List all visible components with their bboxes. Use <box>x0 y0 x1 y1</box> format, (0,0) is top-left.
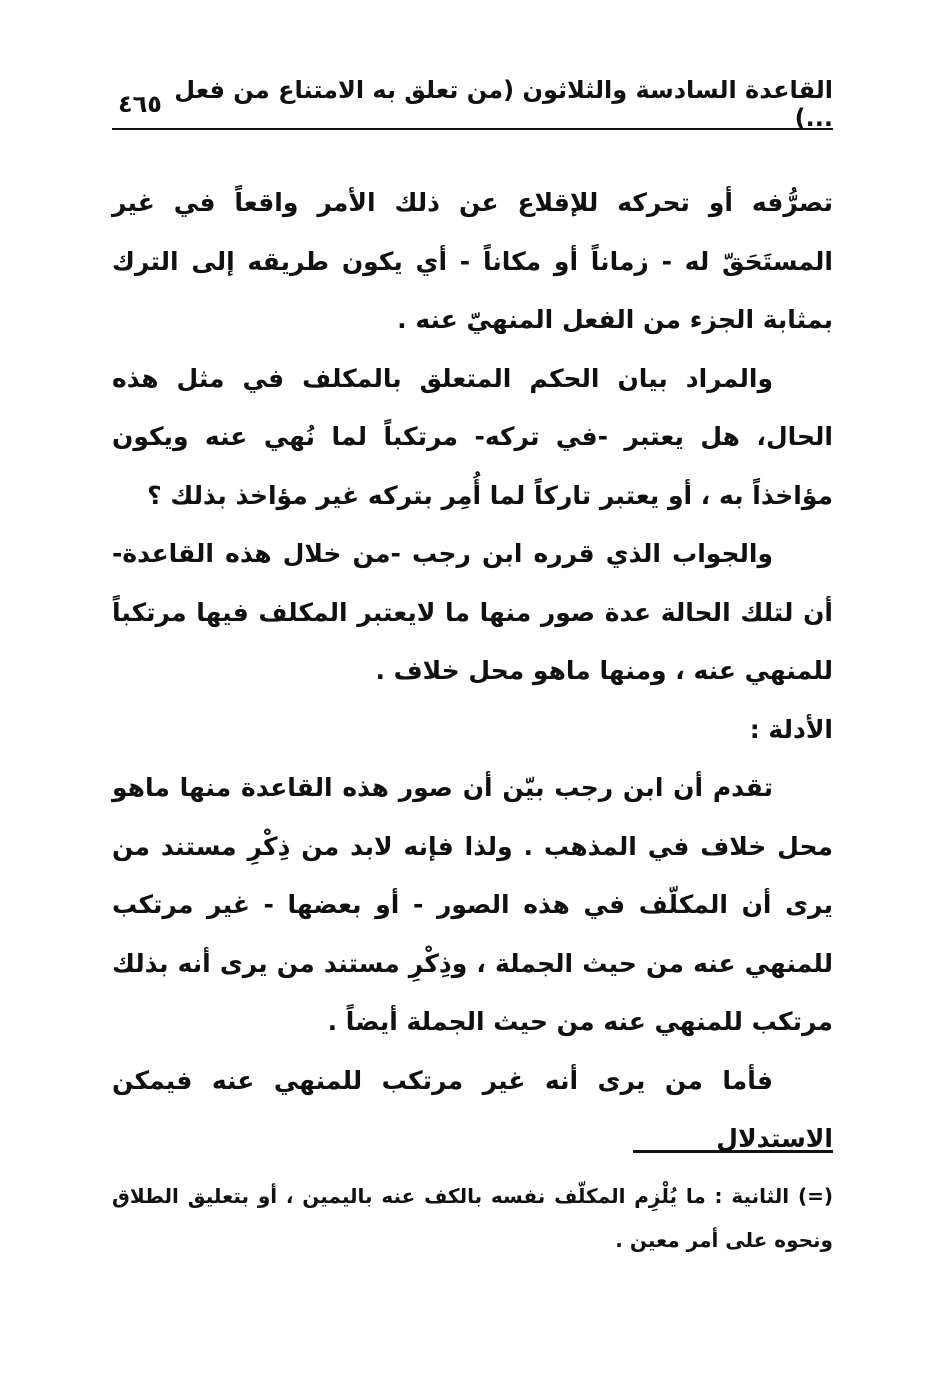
paragraph: والجواب الذي قرره ابن رجب -من خلال هذه القاعدة- أن لتلك الحالة عدة صور منها ما لايعتبر المكلف فيها مرتكباً للمنهي عنه ، ومنها ماهو محل خلاف . <box>112 539 833 685</box>
page-number: ٤٦٥ <box>118 90 162 118</box>
running-header-title: القاعدة السادسة والثلاثون (من تعلق به الامتناع من فعل ...) <box>174 76 833 132</box>
footnote-text: (=) الثانية : ما يُلْزِم المكلّف نفسه بالكف عنه باليمين ، أو بتعليق الطلاق ونحوه على أمر معين . <box>112 1184 833 1252</box>
footnote <box>112 1174 833 1262</box>
header-rule <box>112 128 833 130</box>
running-header <box>118 76 833 132</box>
paragraph: تصرُّفه أو تحركه للإقلاع عن ذلك الأمر واقعاً في غير المستَحَقّ له - زماناً أو مكاناً - أي يكون طريقه إلى الترك بمثابة الجزء من الفعل المنهيّ عنه . <box>112 188 833 334</box>
footnote-rule <box>633 1150 833 1153</box>
paragraph: تقدم أن ابن رجب بيّن أن صور هذه القاعدة منها ماهو محل خلاف في المذهب . ولذا فإنه لابد من ذِكْرِ مستند من يرى أن المكلّف في هذه الصور - أو بعضها - غير مرتكب للمنهي عنه من حيث الجملة ، وذِكْرِ مستند من يرى أنه بذلك مرتكب للمنهي عنه من حيث الجملة أيضاً . <box>112 773 833 1036</box>
section-heading: الأدلة : <box>749 714 833 744</box>
paragraph: والمراد بيان الحكم المتعلق بالمكلف في مثل هذه الحال، هل يعتبر -في تركه- مرتكباً لما نُهي عنه ويكون مؤاخذاً به ، أو يعتبر تاركاً لما أُمِر بتركه غير مؤاخذ بذلك ؟ <box>112 363 833 510</box>
main-text <box>112 174 833 1169</box>
paragraph: فأما من يرى أنه غير مرتكب للمنهي عنه فيمكن الاستدلال <box>112 1065 833 1153</box>
